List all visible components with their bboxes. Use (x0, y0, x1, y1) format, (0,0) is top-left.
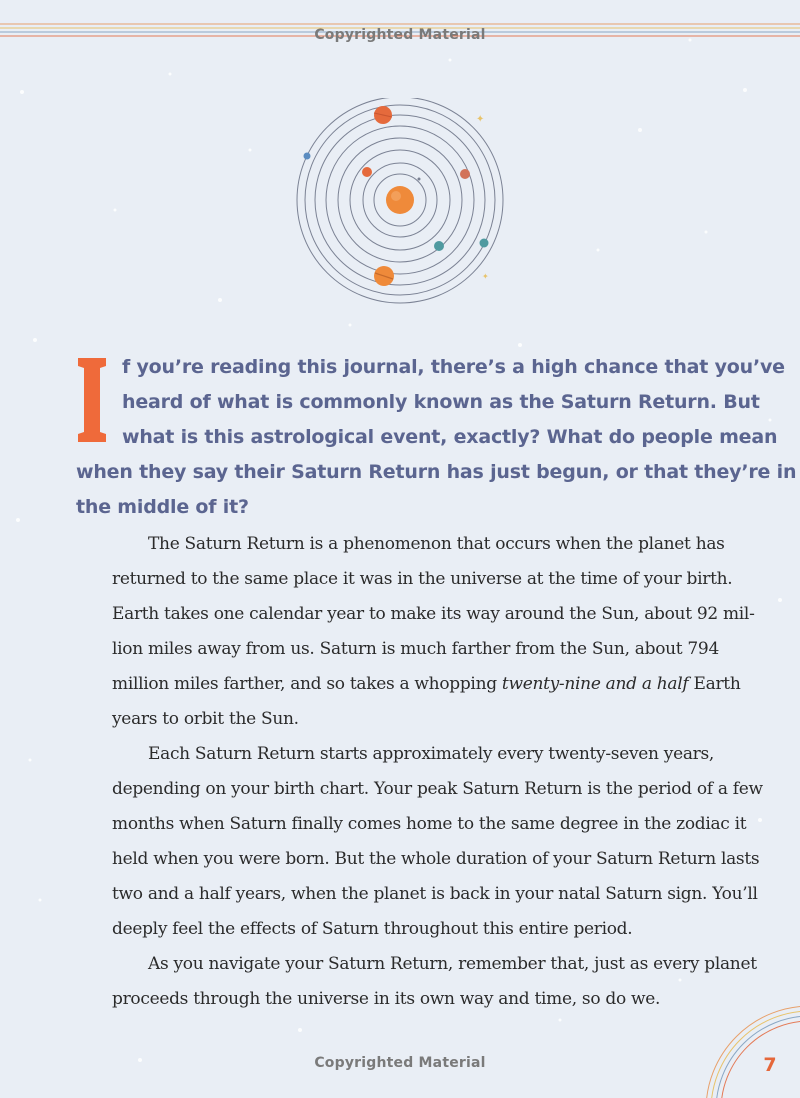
planet-icon (362, 167, 372, 177)
lead-line: heard of what is commonly known as the Saturn Return. But (122, 391, 760, 413)
text-line: returned to the same place it was in the universe at the time of your birth. (112, 569, 733, 589)
lead-line: f you’re reading this journal, there’s a high chance that you’ve (122, 356, 785, 378)
copyright-watermark-bottom: Copyrighted Material (314, 1055, 486, 1071)
body-text (76, 527, 763, 1017)
planet-icon (460, 169, 470, 179)
text-line: depending on your birth chart. Your peak Saturn Return is the period of a few (112, 779, 763, 799)
paragraph-3 (76, 947, 757, 1017)
text-line: deeply feel the effects of Saturn throughout this entire period. (112, 919, 633, 939)
text-line: Earth takes one calendar year to make its way around the Sun, about 92 mil- (112, 604, 755, 624)
planet-icon (304, 153, 311, 160)
emphasis-text: twenty-nine and a half (501, 674, 689, 694)
text-line: two and a half years, when the planet is back in your natal Saturn sign. You’ll (112, 884, 758, 904)
page-number: 7 (763, 1054, 777, 1076)
paragraph-2 (76, 737, 763, 947)
planet-icon (434, 241, 444, 251)
text-run: million miles farther, and so takes a whopping (112, 674, 502, 694)
star-icon: ✦ (476, 114, 485, 125)
text-line: Each Saturn Return starts approximately every twenty-seven years, (148, 744, 715, 764)
text-line: lion miles away from us. Saturn is much farther from the Sun, about 794 (112, 639, 719, 659)
sun-icon (386, 186, 414, 214)
text-line: proceeds through the universe in its own way and time, so do we. (112, 989, 661, 1009)
corner-arcs-decoration (700, 1000, 800, 1098)
star-icon: ✦ (482, 272, 489, 281)
svg-text:I: I (75, 356, 76, 357)
planet-icon (480, 239, 489, 248)
text-line (76, 667, 741, 702)
drop-cap (75, 356, 109, 444)
text-line: years to orbit the Sun. (112, 709, 299, 729)
lead-line: what is this astrological event, exactly? What do people mean (122, 426, 778, 448)
text-run: Earth (688, 674, 741, 694)
text-line: The Saturn Return is a phenomenon that occurs when the planet has (148, 534, 725, 554)
paragraph-1 (76, 527, 755, 737)
lead-line: the middle of it? (76, 496, 249, 518)
text-line: months when Saturn finally comes home to the same degree in the zodiac it (112, 814, 747, 834)
text-line: held when you were born. But the whole duration of your Saturn Return lasts (112, 849, 760, 869)
lead-line: when they say their Saturn Return has just begun, or that they’re in (76, 461, 797, 483)
copyright-watermark-top: Copyrighted Material (314, 27, 486, 43)
solar-system-illustration (280, 98, 520, 312)
text-line: As you navigate your Saturn Return, remember that, just as every planet (148, 954, 757, 974)
